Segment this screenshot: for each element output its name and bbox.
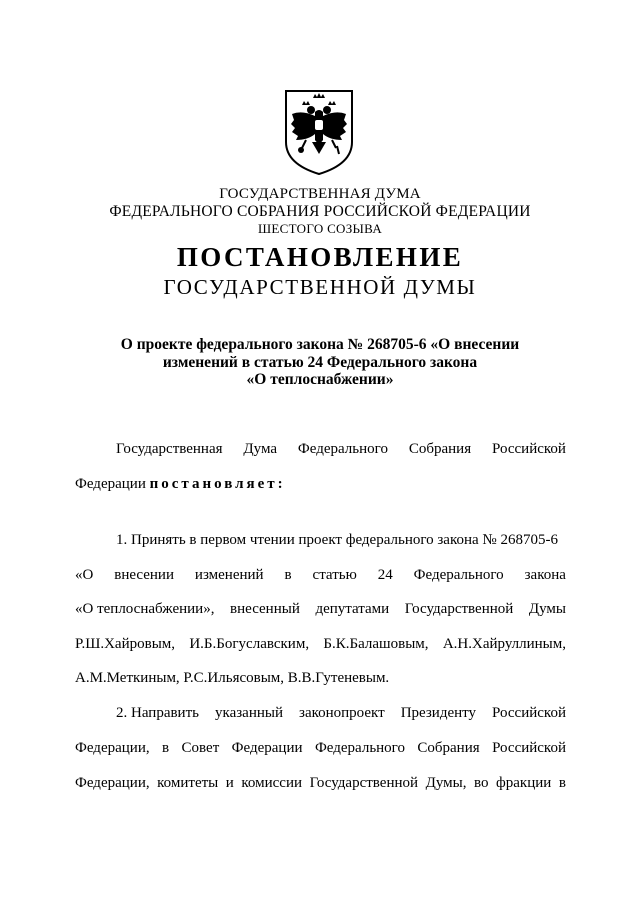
word: закона: [524, 567, 566, 583]
word: Федерального: [314, 740, 405, 756]
header-line-federal-assembly: ФЕДЕРАЛЬНОГО СОБРАНИЯ РОССИЙСКОЙ ФЕДЕРАЦИИ: [109, 203, 531, 220]
coat-of-arms-icon: [282, 88, 356, 176]
preamble-word: Государственная: [116, 441, 223, 457]
word: комитеты: [157, 775, 219, 791]
word: в: [558, 775, 566, 791]
preamble-line-1: [116, 441, 566, 458]
word: Федерации,: [75, 775, 150, 791]
word: Российской: [492, 705, 566, 721]
word: депутатами: [315, 601, 390, 617]
word: указанный: [215, 705, 283, 721]
word: Совет: [181, 740, 220, 756]
word: Думы,: [425, 775, 467, 791]
preamble-text: Федерации: [75, 476, 150, 492]
document-title: ПОСТАНОВЛЕНИЕ: [176, 242, 464, 272]
item-1-line-3: [75, 601, 566, 618]
word: внесенный: [230, 601, 300, 617]
word: изменений: [194, 567, 264, 583]
item-1-line-1: 1. Принять в первом чтении проект федерального закона № 268705-6: [116, 532, 558, 548]
word: Р.Ш.Хайровым,: [75, 636, 176, 652]
word: Федерации: [231, 740, 303, 756]
preamble-word: Федерального: [297, 441, 388, 457]
preamble-word: Дума: [243, 441, 278, 457]
word: Федерации,: [75, 740, 150, 756]
item-1-line-2: [75, 567, 566, 584]
word: И.Б.Богуславским,: [189, 636, 310, 652]
item-1-line-5: А.М.Меткиным, Р.С.Ильясовым, В.В.Гутеневым.: [75, 670, 390, 686]
word: законопроект: [299, 705, 385, 721]
subject-line: изменений в статью 24 Федерального закона: [162, 353, 478, 371]
word: Российской: [492, 740, 566, 756]
preamble-line-2: [75, 476, 286, 493]
preamble-word: Собрания: [408, 441, 472, 457]
word: статью: [312, 567, 357, 583]
word: Федерального: [413, 567, 504, 583]
word: внесении: [114, 567, 174, 583]
word: комиссии: [241, 775, 303, 791]
resolves-word: постановляет:: [149, 476, 286, 492]
item-2-line-2: [75, 740, 566, 757]
document-subtitle: ГОСУДАРСТВЕННОЙ ДУМЫ: [163, 275, 477, 299]
document-subject: [60, 336, 580, 389]
word: Собрания: [417, 740, 480, 756]
item-1-line-4: [75, 636, 566, 653]
word: А.Н.Хайруллиным,: [442, 636, 566, 652]
subject-line: «О теплоснабжении»: [246, 371, 394, 388]
preamble-word: Российской: [492, 441, 566, 457]
word: «О: [75, 567, 94, 583]
item-2-line-3: [75, 775, 566, 792]
word: 24: [377, 567, 393, 583]
subject-line: О проекте федерального закона № 268705-6 «О внесении: [120, 336, 520, 353]
word: и: [225, 775, 234, 791]
word: «О теплоснабжении»,: [75, 601, 215, 617]
word: Б.К.Балашовым,: [323, 636, 429, 652]
word: Президенту: [400, 705, 477, 721]
word: Думы: [528, 601, 566, 617]
word: Государственной: [309, 775, 419, 791]
word: 2. Направить: [116, 705, 199, 721]
item-2-line-1: [116, 705, 566, 722]
header-line-duma: ГОСУДАРСТВЕННАЯ ДУМА: [219, 186, 421, 202]
word: во: [474, 775, 489, 791]
header-line-convocation: ШЕСТОГО СОЗЫВА: [257, 221, 383, 236]
word: фракции: [496, 775, 552, 791]
word: в: [162, 740, 170, 756]
word: Государственной: [404, 601, 514, 617]
word: в: [284, 567, 292, 583]
